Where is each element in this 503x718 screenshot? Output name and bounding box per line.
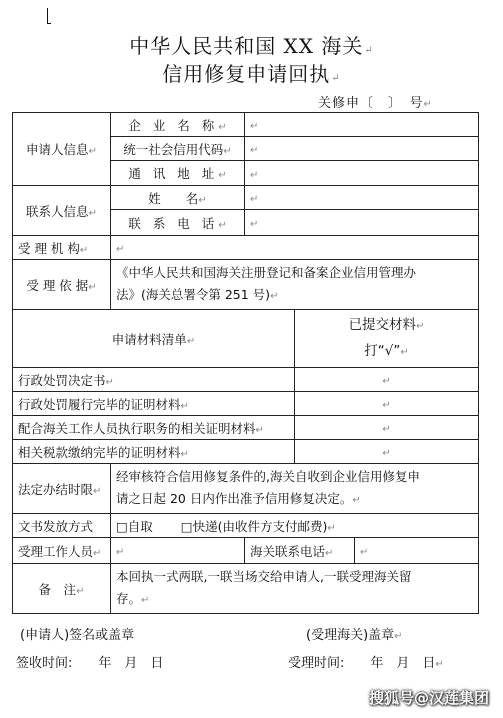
customs-phone-label: 海关联系电话↵: [245, 538, 355, 564]
material-item: 行政处罚履行完毕的证明材料↵: [13, 392, 295, 416]
form-number: 关修申〔 〕 号↵: [318, 96, 433, 111]
address-value[interactable]: ↵: [245, 161, 479, 186]
applicant-signature: (申请人)签名或盖章: [20, 628, 135, 643]
row-delivery: [13, 514, 479, 538]
material-row: [13, 392, 479, 416]
credit-code-label: 统一社会信用代码↵: [111, 137, 245, 161]
contact-phone-label: 联 系 电 话↵: [111, 210, 245, 236]
deadline-text: 经审核符合信用修复条件的,海关自收到企业信用修复申 请之日起 20 日内作出准予信用修复决定。↵: [111, 464, 479, 514]
material-check-cell[interactable]: ↵: [295, 368, 479, 392]
address-label: 通 讯 地 址↵: [111, 161, 245, 186]
material-check-cell[interactable]: ↵: [295, 440, 479, 464]
remark-text: 本回执一式两联,一联当场交给申请人,一联受理海关留 存。↵: [111, 564, 479, 614]
company-name-value[interactable]: ↵: [245, 113, 479, 137]
basis-text: 《中华人民共和国海关注册登记和备案企业信用管理办 法》(海关总署令第 251 号)↵: [111, 260, 479, 310]
material-row: [13, 416, 479, 440]
watermark: 搜狐号@汉莲集团: [368, 689, 489, 707]
credit-code-value[interactable]: ↵: [245, 137, 479, 161]
text-cursor: [47, 8, 48, 24]
materials-list-header: 申请材料清单↵: [13, 310, 295, 368]
receiving-org-label: 受 理 机 构↵: [13, 236, 111, 260]
row-remark: [13, 564, 479, 614]
material-item: 行政处罚决定书↵: [13, 368, 295, 392]
customs-stamp: (受理海关)盖章↵: [306, 628, 403, 643]
applicant-info-label: 申请人信息↵: [13, 113, 111, 186]
delivery-label: 文书发放方式: [13, 514, 111, 538]
row-company-name: [13, 113, 479, 137]
contact-info-label: 联系人信息↵: [13, 186, 111, 236]
deadline-label: 法定办结时限↵: [13, 464, 111, 514]
row-contact-name: [13, 186, 479, 210]
company-name-label: 企 业 名 称↵: [111, 113, 245, 137]
receiving-org-value[interactable]: ↵: [111, 236, 479, 260]
material-item: 相关税款缴纳完毕的证明材料↵: [13, 440, 295, 464]
delivery-options: □自取 □快递(由收件方支付邮费)↵: [111, 514, 479, 538]
basis-label: 受 理 依 据↵: [13, 260, 111, 310]
staff-label: 受理工作人员↵: [13, 538, 111, 564]
row-basis: [13, 260, 479, 310]
contact-name-label: 姓 名↵: [111, 186, 245, 210]
row-staff: [13, 538, 479, 564]
page-title-line2: 信用修复申请回执↵: [162, 62, 341, 86]
contact-phone-value[interactable]: ↵: [245, 210, 479, 236]
material-check-cell[interactable]: ↵: [295, 392, 479, 416]
submitted-materials-header: 已提交材料↵ 打“√”↵: [295, 310, 479, 368]
row-deadline: [13, 464, 479, 514]
material-row: [13, 368, 479, 392]
staff-value[interactable]: ↵: [111, 538, 245, 564]
contact-name-value[interactable]: ↵: [245, 186, 479, 210]
accept-time: 受理时间: 年 月 日↵: [288, 656, 444, 671]
receipt-table: [12, 112, 479, 614]
page-title-line1: 中华人民共和国 XX 海关↵: [129, 34, 374, 58]
row-materials-header: [13, 310, 479, 368]
row-receiving-org: [13, 236, 479, 260]
sign-time: 签收时间: 年 月 日: [16, 656, 164, 671]
delivery-option-pickup[interactable]: □自取: [116, 518, 153, 534]
remark-label: 备 注↵: [13, 564, 111, 614]
material-check-cell[interactable]: ↵: [295, 416, 479, 440]
material-row: [13, 440, 479, 464]
material-item: 配合海关工作人员执行职务的相关证明材料↵: [13, 416, 295, 440]
customs-phone-value[interactable]: ↵: [355, 538, 479, 564]
delivery-option-express[interactable]: □快递(由收件方支付邮费): [180, 518, 328, 534]
